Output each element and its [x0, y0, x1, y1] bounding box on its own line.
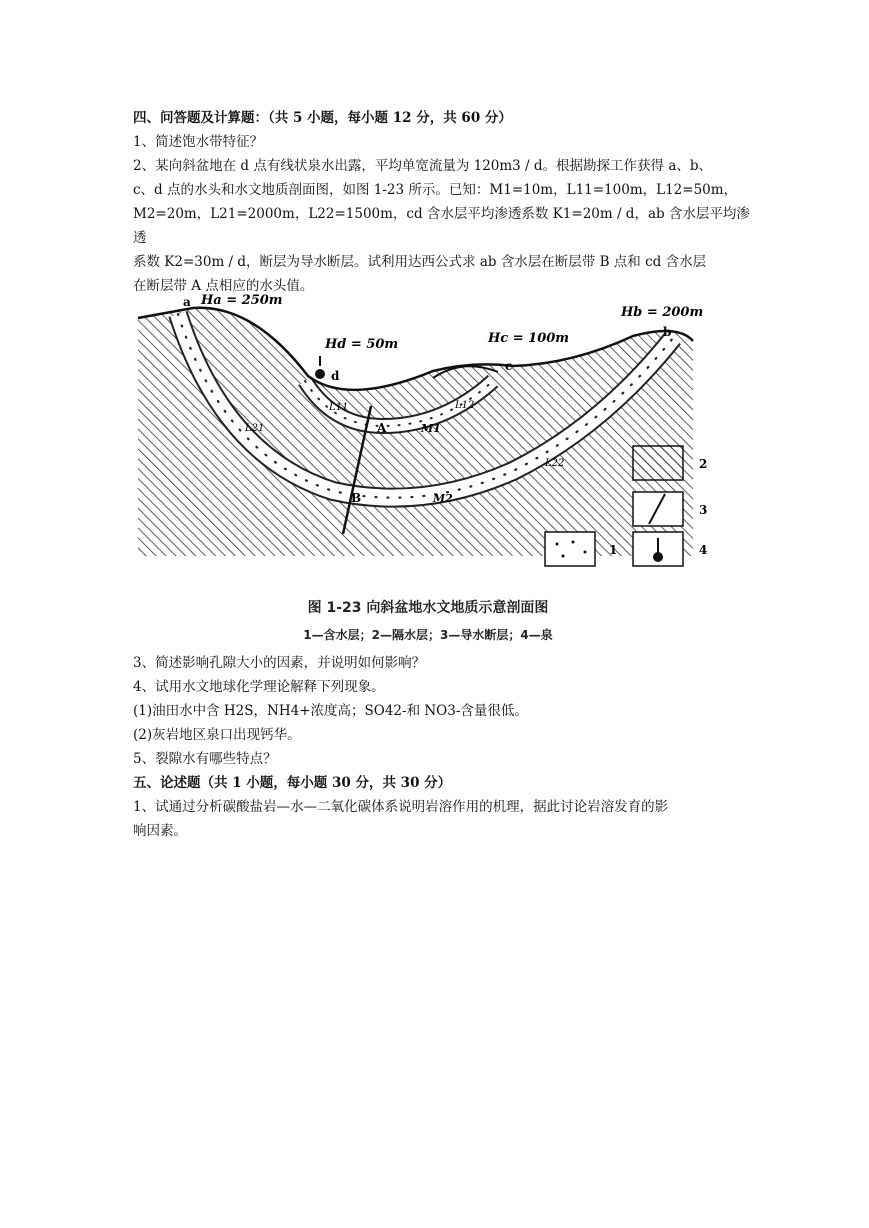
- label-L22: L22: [545, 458, 565, 469]
- label-L12: L12: [455, 400, 475, 411]
- label-d: d: [331, 369, 340, 383]
- label-A: A: [377, 421, 387, 435]
- section-4: [133, 106, 753, 298]
- question-2-line-3: M2=20m，L21=2000m，L22=1500m，cd 含水层平均渗透系数 K1=20m / d，ab 含水层平均渗透: [133, 206, 750, 246]
- question-2-line-5: 在断层带 A 点相应的水头值。: [133, 278, 314, 294]
- hydrogeology-figure: [133, 286, 723, 651]
- label-L21: L21: [245, 423, 265, 434]
- question-4-1: (1)油田水中含 H2S，NH4+浓度高；SO42-和 NO3-含量很低。: [133, 703, 528, 719]
- question-4-2: (2)灰岩地区泉口出现钙华。: [133, 727, 301, 743]
- legend-label-4: 4: [699, 543, 708, 557]
- question-2-line-2: c、d 点的水头和水文地质剖面图，如图 1-23 所示。已知：M1=10m，L11=100m，L12=50m，: [133, 182, 738, 198]
- cross-section-diagram: [133, 286, 723, 596]
- question-4: 4、试用水文地球化学理论解释下列现象。: [133, 679, 385, 695]
- legend-label-2: 2: [699, 457, 708, 471]
- question-1: 1、简述饱水带特征？: [133, 134, 264, 150]
- figure-caption-title: 图 1-23 向斜盆地水文地质示意剖面图: [307, 600, 549, 616]
- legend-label-1: 1: [609, 543, 618, 557]
- section-4-heading: 四、问答题及计算题：（共 5 小题，每小题 12 分，共 60 分）: [133, 110, 512, 126]
- label-L11: L11: [329, 402, 349, 413]
- question-5: 5、裂隙水有哪些特点？: [133, 751, 277, 767]
- label-Hc: Hc = 100m: [488, 331, 570, 346]
- essay-question-line-1: 1、试通过分析碳酸盐岩—水—二氧化碳体系说明岩溶作用的机理，据此讨论岩溶发育的影: [133, 799, 669, 815]
- question-2-line-1: 2、某向斜盆地在 d 点有线状泉水出露，平均单宽流量为 120m3 / d。根据勘探工作获得 a、b、: [133, 158, 713, 174]
- label-a: a: [183, 295, 191, 309]
- label-b: b: [663, 325, 672, 339]
- question-2-line-4: 系数 K2=30m / d，断层为导水断层。试利用达西公式求 ab 含水层在断层带 B 点和 cd 含水层: [133, 254, 707, 270]
- section-5-heading: 五、论述题（共 1 小题，每小题 30 分，共 30 分）: [133, 775, 452, 791]
- label-B: B: [351, 491, 362, 505]
- label-M2: M2: [433, 492, 453, 505]
- label-Hb: Hb = 200m: [621, 305, 704, 320]
- figure-caption-legend: 1—含水层；2—隔水层；3—导水断层；4—泉: [303, 628, 553, 642]
- label-Ha: Ha = 250m: [201, 293, 283, 308]
- legend-label-3: 3: [699, 503, 708, 517]
- section-4-continued: [133, 651, 753, 843]
- legend-spring-icon: [653, 552, 663, 562]
- spring-icon: [315, 369, 325, 379]
- label-c: c: [505, 359, 513, 373]
- essay-question-line-2: 响因素。: [133, 823, 187, 839]
- legend-box-aquifer: [545, 532, 595, 566]
- question-3: 3、简述影响孔隙大小的因素，并说明如何影响？: [133, 655, 426, 671]
- legend-box-aquiclude: [633, 446, 683, 480]
- label-Hd: Hd = 50m: [325, 337, 399, 352]
- label-M1: M1: [421, 422, 441, 435]
